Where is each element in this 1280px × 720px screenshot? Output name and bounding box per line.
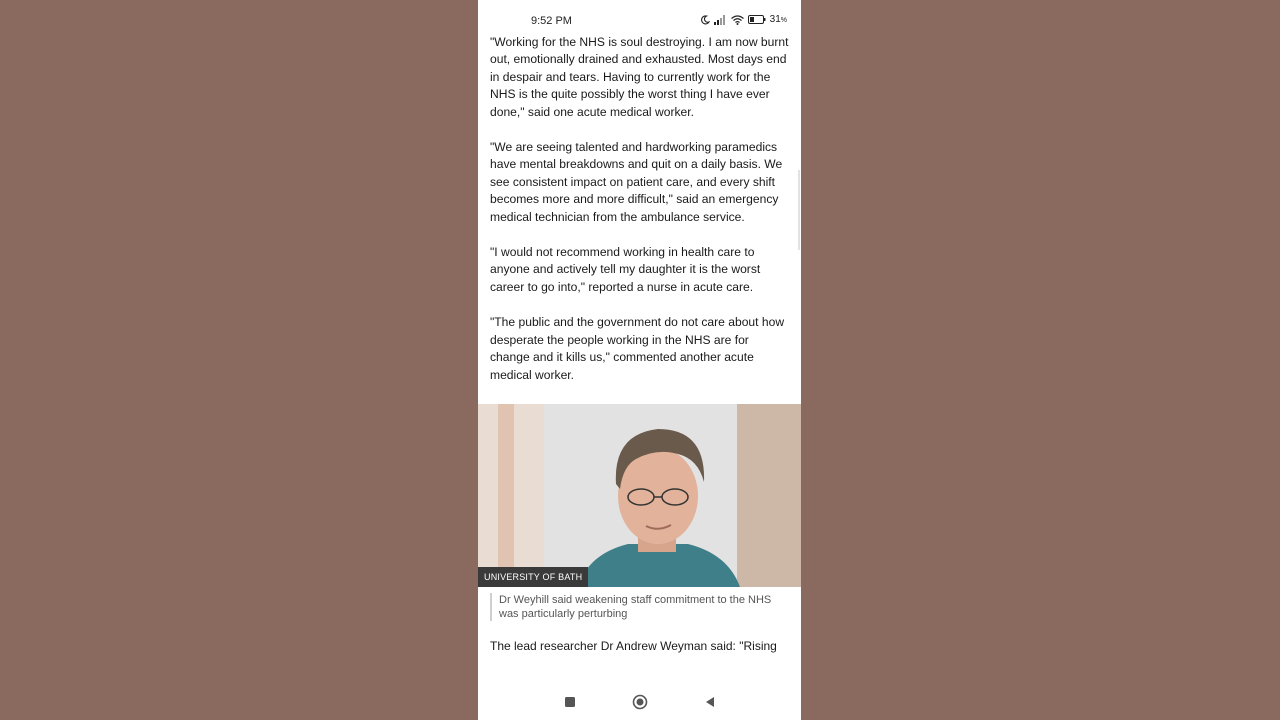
article-photo[interactable] [478, 404, 801, 587]
article-paragraph: "I would not recommend working in health care to anyone and actively tell my daughter it is the worst career to go into," reported a nurse in acute care. [490, 245, 761, 294]
portrait-image [478, 404, 801, 587]
signal-icon [714, 15, 727, 25]
article-content[interactable] [478, 36, 801, 684]
battery-level: 31% [769, 14, 787, 25]
article-paragraph: "Working for the NHS is soul destroying. I am now burnt out, emotionally drained and exhausted. Most days end in despair and tears. Having to currently work for the NHS is the quite possibly the worst thing I have ever done," said one acute medical worker. [490, 36, 789, 119]
article-paragraph: "The public and the government do not care about how desperate the people working in the NHS are for change and it kills us," commented another acute medical worker. [490, 315, 785, 382]
moon-icon [700, 15, 710, 25]
status-icons [700, 14, 787, 25]
image-caption: Dr Weyhill said weakening staff commitment to the NHS was particularly perturbing [490, 593, 789, 621]
home-circle-icon[interactable] [630, 692, 650, 712]
article-paragraph: "We are seeing talented and hardworking paramedics have mental breakdowns and quit on a daily basis. We see consistent impact on patient care, and every shift becomes more and more difficult," said an emergency medical technician from the ambulance service. [490, 140, 783, 224]
battery-icon [748, 15, 766, 24]
status-bar [478, 0, 801, 36]
wifi-icon [731, 15, 744, 25]
recents-square-icon[interactable] [560, 692, 580, 712]
status-time: 9:52 PM [531, 15, 572, 27]
phone-screen [478, 0, 801, 720]
image-credit: UNIVERSITY OF BATH [478, 567, 588, 587]
scrollbar[interactable] [798, 170, 800, 250]
article-paragraph-partial: The lead researcher Dr Andrew Weyman said: "Rising [490, 638, 777, 653]
navigation-bar [478, 684, 801, 720]
back-triangle-icon[interactable] [700, 692, 720, 712]
